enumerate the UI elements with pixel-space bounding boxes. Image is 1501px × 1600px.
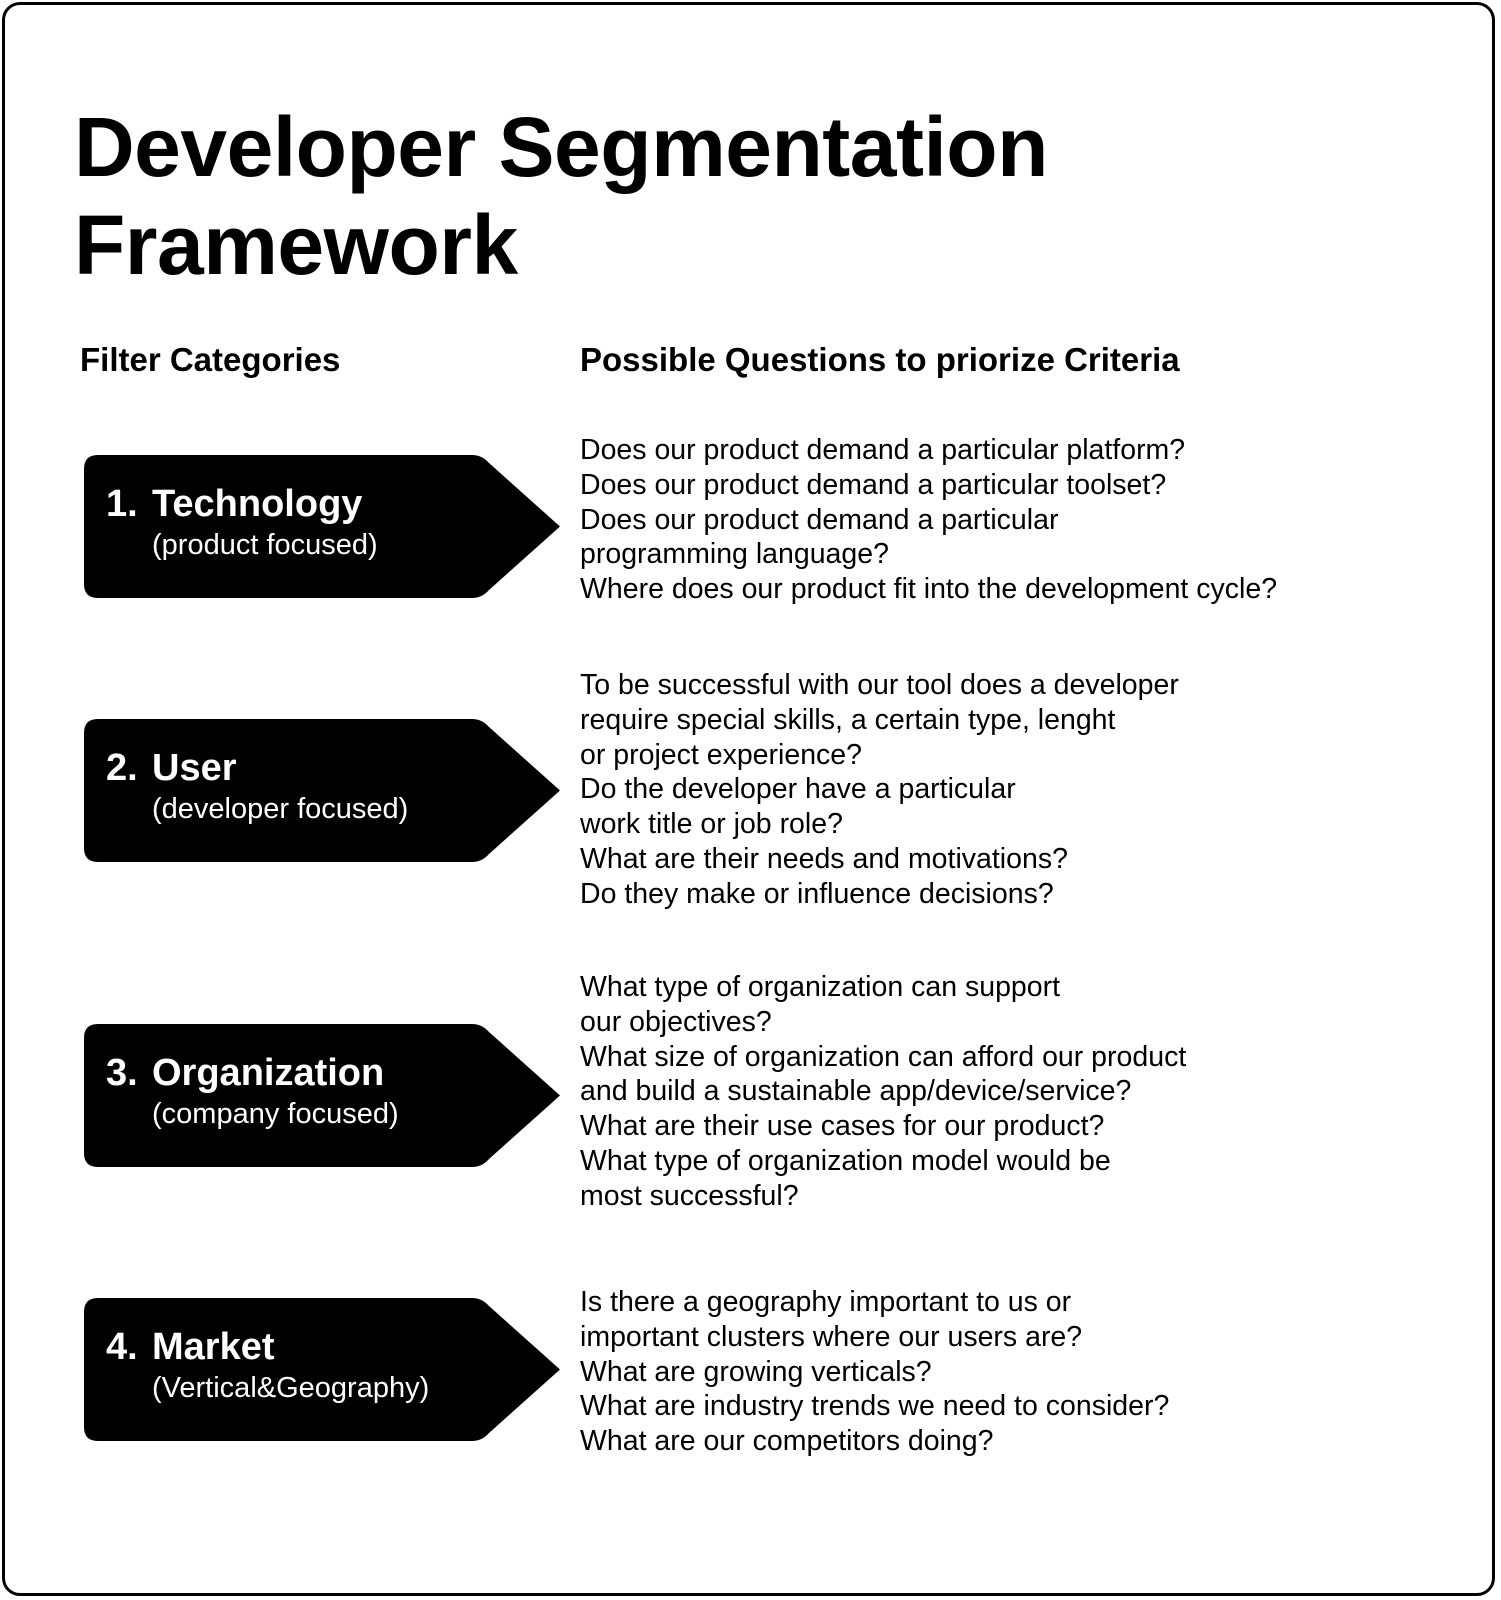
category-name: Technology	[152, 483, 363, 525]
question-line: What are their use cases for our product?	[580, 1110, 1105, 1143]
question-line: What are industry trends we need to consider?	[580, 1390, 1170, 1423]
category-tag-organization	[84, 1024, 564, 1167]
question-line: our objectives?	[580, 1005, 772, 1038]
question-line: Where does our product fit into the development cycle?	[580, 573, 1278, 606]
question-line: programming language?	[580, 538, 889, 571]
page-title-line-1: Developer Segmentation	[74, 100, 1048, 194]
category-name: Organization	[152, 1052, 385, 1094]
question-line: Does our product demand a particular	[580, 503, 1059, 536]
category-number: 1.	[106, 483, 138, 525]
category-name: Market	[152, 1326, 275, 1368]
category-tag-market	[84, 1298, 564, 1441]
column-header-filter-categories: Filter Categories	[80, 341, 341, 378]
question-list-market	[580, 1285, 1169, 1459]
category-subtitle: (company focused)	[152, 1098, 399, 1130]
question-list-organization	[580, 970, 1186, 1214]
category-number: 3.	[106, 1052, 138, 1094]
question-line: and build a sustainable app/device/service?	[580, 1075, 1132, 1108]
category-number: 2.	[106, 747, 138, 789]
category-subtitle: (developer focused)	[152, 793, 409, 825]
question-line: Do they make or influence decisions?	[580, 877, 1054, 910]
category-tag-user	[84, 719, 564, 862]
category-subtitle: (product focused)	[152, 529, 378, 561]
question-line: What size of organization can afford our product	[580, 1040, 1187, 1073]
question-list-user	[580, 668, 1179, 912]
question-list-technology	[580, 433, 1277, 607]
category-name: User	[152, 747, 237, 789]
category-number: 4.	[106, 1326, 138, 1368]
question-line: most successful?	[580, 1179, 799, 1212]
question-line: require special skills, a certain type, lenght	[580, 703, 1116, 736]
page-title	[74, 98, 1048, 294]
category-subtitle: (Vertical&Geography)	[152, 1372, 430, 1404]
question-line: important clusters where our users are?	[580, 1320, 1083, 1353]
question-line: or project experience?	[580, 738, 862, 771]
question-line: work title or job role?	[580, 808, 843, 841]
question-line: Do the developer have a particular	[580, 773, 1016, 806]
question-line: What are their needs and motivations?	[580, 842, 1068, 875]
category-tag-technology	[84, 455, 564, 598]
question-line: Does our product demand a particular platform?	[580, 434, 1186, 466]
question-line: Is there a geography important to us or	[580, 1286, 1072, 1318]
question-line: Does our product demand a particular toolset?	[580, 468, 1167, 501]
page-title-line-2: Framework	[74, 198, 518, 292]
question-line: To be successful with our tool does a developer	[580, 669, 1179, 701]
question-line: What are our competitors doing?	[580, 1425, 994, 1458]
column-header-questions: Possible Questions to priorize Criteria	[580, 341, 1180, 378]
question-line: What type of organization can support	[580, 971, 1061, 1003]
question-line: What type of organization model would be	[580, 1144, 1111, 1177]
question-line: What are growing verticals?	[580, 1355, 932, 1388]
